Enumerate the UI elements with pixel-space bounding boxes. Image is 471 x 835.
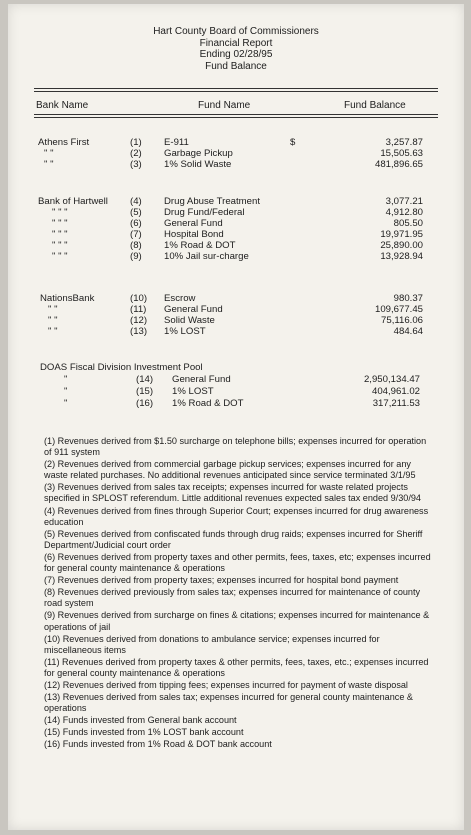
fund-balance: 15,505.63 — [380, 148, 423, 159]
fund-code: (12) — [130, 315, 148, 326]
table-row — [8, 315, 464, 326]
fund-balance: 2,950,134.47 — [363, 374, 420, 385]
fund-name: 1% LOST — [172, 386, 214, 397]
footnote: (7) Revenues derived from property taxes; expenses incurred for hospital bond payment — [44, 575, 399, 586]
col-header-fund: Fund Name — [198, 100, 251, 111]
footnotes — [44, 436, 432, 752]
footnote: (2) Revenues derived from commercial garbage pickup services; expenses incurred for any waste related purchases. No additional revenues anticipated since service terminated 3/1/95 — [44, 459, 416, 481]
fund-balance: 75,116.06 — [381, 315, 423, 326]
table-row — [8, 229, 464, 240]
fund-balance: 980.37 — [393, 293, 423, 304]
footnote: (5) Revenues derived from confiscated funds through drug raids; expenses incurred for Sheriff Department/Judicial court order — [44, 528, 423, 550]
fund-code: (10) — [130, 293, 148, 304]
bank-name: " " — [44, 159, 54, 170]
footnote: (12) Revenues derived from tipping fees; expenses incurred for payment of waste disposal — [44, 679, 408, 690]
bank-name: " " " — [52, 240, 68, 251]
fund-code: (4) — [130, 196, 142, 207]
footnote: (11) Revenues derived from property taxes & other permits, fees, taxes, etc.; expenses incurred for general county maintenance & operations — [44, 656, 429, 678]
footnote: (3) Revenues derived from sales tax receipts; expenses incurred for waste related projects specified in SPLOST referendum. Little additional revenues expected sales tax ended 9/30/94 — [44, 482, 421, 504]
table-row — [8, 362, 464, 373]
fund-code: (14) — [136, 374, 154, 385]
fund-code: (5) — [130, 207, 142, 218]
bank-name: " " " — [52, 251, 68, 262]
table-row — [8, 148, 464, 159]
fund-name: General Fund — [164, 218, 223, 229]
footnote: (8) Revenues derived previously from sales tax; expenses incurred for maintenance of county road system — [44, 587, 421, 609]
fund-name: Escrow — [164, 293, 196, 304]
fund-code: (9) — [130, 251, 142, 262]
footnote: (13) Revenues derived from sales tax; expenses incurred for general county maintenance & operations — [44, 692, 413, 714]
org-title: Hart County Board of Commissioners — [153, 26, 319, 37]
bank-name: " " " — [52, 207, 68, 218]
bank-name: " " — [48, 304, 58, 315]
footnote: (14) Funds invested from General bank account — [44, 715, 237, 726]
fund-name: Garbage Pickup — [164, 148, 233, 159]
bank-name: " — [64, 386, 68, 397]
fund-code: (6) — [130, 218, 142, 229]
footnote: (6) Revenues derived from property taxes and other permits, fees, taxes, etc; expenses incurred for general county maintenance & operations — [44, 551, 431, 574]
bank-name: " " " — [52, 218, 68, 229]
fund-balance: 4,912.80 — [385, 207, 423, 218]
fund-code: (8) — [130, 240, 142, 251]
table-row — [8, 398, 464, 409]
bank-name: Athens First — [38, 137, 90, 148]
fund-balance: 3,257.87 — [385, 137, 423, 148]
table-row — [8, 218, 464, 229]
fund-balance: 3,077.21 — [385, 196, 423, 207]
fund-code: (2) — [130, 148, 142, 159]
fund-code: (15) — [136, 386, 154, 397]
fund-name: 1% Solid Waste — [164, 159, 232, 170]
table-row — [8, 251, 464, 262]
bank-name: NationsBank — [40, 293, 95, 304]
fund-code: (1) — [130, 137, 142, 148]
bank-name: " — [64, 398, 68, 409]
fund-code: (13) — [130, 326, 148, 337]
fund-balance: 404,961.02 — [371, 386, 420, 397]
fund-name: 1% Road & DOT — [164, 240, 236, 251]
fund-balance: 484.64 — [393, 326, 423, 337]
report-period: Ending 02/28/95 — [199, 49, 273, 61]
footnote: (1) Revenues derived from $1.50 surcharge on telephone bills; expenses incurred for operation of 911 system — [44, 436, 427, 458]
fund-balance: 805.50 — [393, 218, 423, 229]
col-header-balance: Fund Balance — [344, 100, 406, 111]
table-row — [8, 386, 464, 397]
fund-balance: 317,211.53 — [372, 398, 420, 409]
footnote: (16) Funds invested from 1% Road & DOT bank account — [44, 739, 272, 750]
fund-name: 1% Road & DOT — [172, 398, 244, 409]
bank-name: " — [64, 374, 68, 385]
fund-code: (16) — [136, 398, 154, 409]
fund-balance: 25,890.00 — [380, 240, 423, 251]
fund-name: General Fund — [164, 304, 223, 315]
fund-name: Solid Waste — [164, 315, 215, 326]
fund-code: (11) — [130, 304, 147, 315]
fund-code: (7) — [130, 229, 142, 240]
footnote: (10) Revenues derived from donations to ambulance service; expenses incurred for miscellaneous items — [44, 633, 380, 655]
bank-name: Bank of Hartwell — [38, 196, 108, 207]
fund-balance: 109,677.45 — [374, 304, 423, 315]
fund-name: Hospital Bond — [164, 229, 224, 240]
currency-symbol: $ — [290, 137, 296, 148]
fund-balance: 13,928.94 — [380, 251, 423, 262]
table-row — [8, 304, 464, 315]
header-rule-bottom — [34, 114, 438, 118]
fund-balance: 481,896.65 — [374, 159, 423, 170]
bank-name: " " — [48, 315, 58, 326]
fund-name: Drug Fund/Federal — [164, 207, 245, 218]
fund-name: General Fund — [172, 374, 231, 385]
fund-balance: 19,971.95 — [380, 229, 423, 240]
footnote: (4) Revenues derived from fines through Superior Court; expenses incurred for drug awareness education — [44, 505, 429, 527]
report-header — [8, 26, 464, 72]
table-row — [8, 207, 464, 218]
fund-name: 1% LOST — [164, 326, 206, 337]
table-row — [8, 326, 464, 337]
document-page — [8, 4, 464, 830]
table-row — [8, 196, 464, 207]
footnote: (15) Funds invested from 1% LOST bank account — [44, 727, 244, 738]
table-row — [8, 159, 464, 170]
bank-name: " " — [44, 148, 54, 159]
report-subtitle: Fund Balance — [205, 60, 267, 72]
table-row — [8, 240, 464, 251]
bank-name: DOAS Fiscal Division Investment Pool — [40, 362, 203, 373]
bank-name: " " " — [52, 229, 68, 240]
fund-name: 10% Jail sur-charge — [164, 251, 249, 262]
fund-code: (3) — [130, 159, 142, 170]
bank-name: " " — [48, 326, 58, 337]
fund-name: Drug Abuse Treatment — [164, 196, 260, 207]
table-row — [8, 293, 464, 304]
report-title: Financial Report — [199, 37, 273, 49]
table-row — [8, 374, 464, 385]
footnote: (9) Revenues derived from surcharge on fines & citations; expenses incurred for maintenance & operations of jail — [44, 610, 430, 632]
col-header-bank: Bank Name — [36, 100, 89, 111]
header-rule-top — [34, 88, 438, 92]
fund-name: E-911 — [164, 137, 189, 148]
table-row — [8, 137, 464, 148]
